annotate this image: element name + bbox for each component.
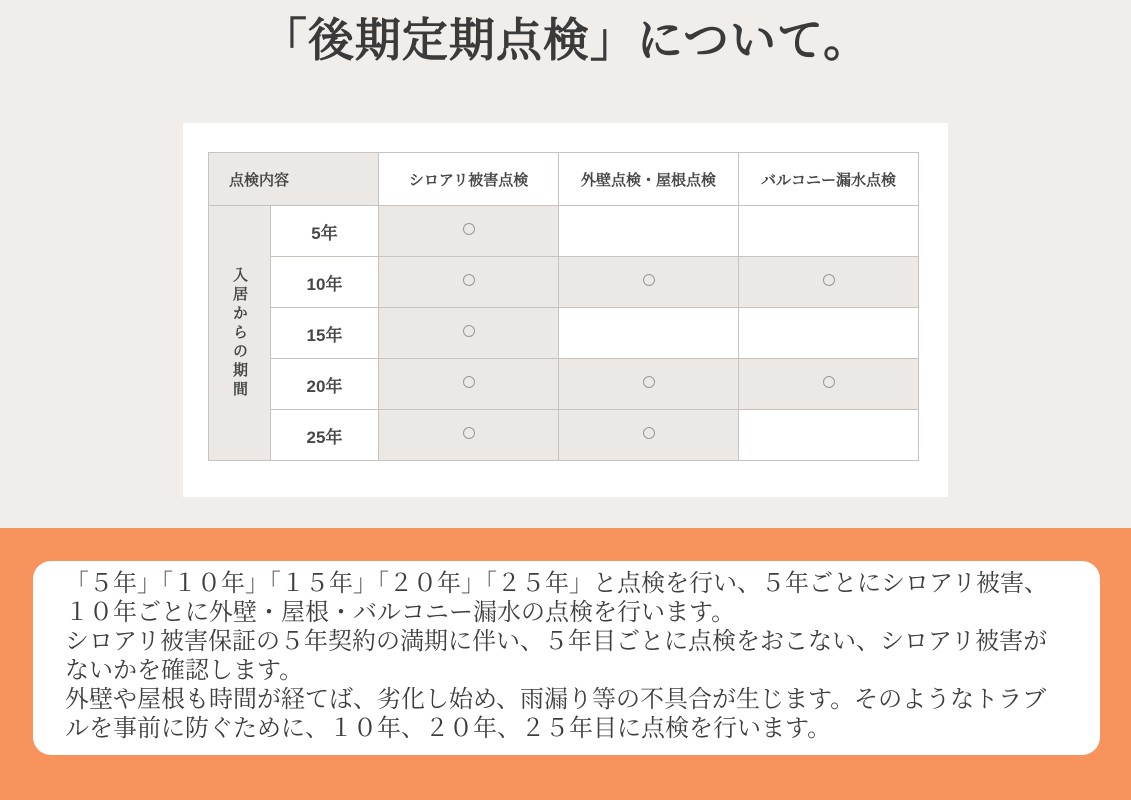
header-termite-inspection: シロアリ被害点検 <box>379 153 559 206</box>
table-row-5y <box>209 206 919 257</box>
mark-cell <box>379 410 559 461</box>
circle-mark-icon <box>463 376 475 388</box>
mark-cell <box>739 410 919 461</box>
description-paragraph: シロアリ被害保証の５年契約の満期に伴い、５年目ごとに点検をおこない、シロアリ被害がないかを確認します。 <box>65 628 1048 684</box>
table-row-25y <box>209 410 919 461</box>
year-label: 20年 <box>271 359 379 410</box>
circle-mark-icon <box>643 427 655 439</box>
circle-mark-icon <box>463 325 475 337</box>
orange-footer-band <box>0 528 1131 800</box>
mark-cell <box>379 359 559 410</box>
mark-cell <box>559 206 739 257</box>
mark-cell <box>739 308 919 359</box>
circle-mark-icon <box>463 274 475 286</box>
circle-mark-icon <box>643 376 655 388</box>
inspection-schedule-table <box>208 152 919 461</box>
year-label: 5年 <box>271 206 379 257</box>
mark-cell <box>739 257 919 308</box>
mark-cell <box>379 206 559 257</box>
mark-cell <box>559 308 739 359</box>
table-row-20y <box>209 359 919 410</box>
header-content-label: 点検内容 <box>209 153 379 206</box>
description-paragraph: 「５年」「１０年」「１５年」「２０年」「２５年」と点検を行い、５年ごとにシロアリ被害、１０年ごとに外壁・屋根・バルコニー漏水の点検を行います。 <box>65 570 1049 626</box>
table-row-10y <box>209 257 919 308</box>
schedule-card <box>183 123 948 497</box>
circle-mark-icon <box>823 274 835 286</box>
circle-mark-icon <box>463 223 475 235</box>
mark-cell <box>739 359 919 410</box>
mark-cell <box>559 359 739 410</box>
mark-cell <box>379 308 559 359</box>
table-header-row <box>209 153 919 206</box>
header-balcony-leak-inspection: バルコニー漏水点検 <box>739 153 919 206</box>
mark-cell <box>559 257 739 308</box>
circle-mark-icon <box>463 427 475 439</box>
description-paragraph: 外壁や屋根も時間が経てば、劣化し始め、雨漏り等の不具合が生じます。そのようなトラブルを事前に防ぐために、１０年、２０年、２５年目に点検を行います。 <box>65 686 1047 742</box>
row-group-label: 入居からの期間 <box>209 206 271 461</box>
mark-cell <box>739 206 919 257</box>
mark-cell <box>379 257 559 308</box>
page-title: 「後期定期点検」について。 <box>260 14 871 66</box>
year-label: 25年 <box>271 410 379 461</box>
year-label: 10年 <box>271 257 379 308</box>
header-wall-roof-inspection: 外壁点検・屋根点検 <box>559 153 739 206</box>
circle-mark-icon <box>823 376 835 388</box>
description-box <box>33 561 1100 755</box>
mark-cell <box>559 410 739 461</box>
circle-mark-icon <box>643 274 655 286</box>
table-row-15y <box>209 308 919 359</box>
year-label: 15年 <box>271 308 379 359</box>
